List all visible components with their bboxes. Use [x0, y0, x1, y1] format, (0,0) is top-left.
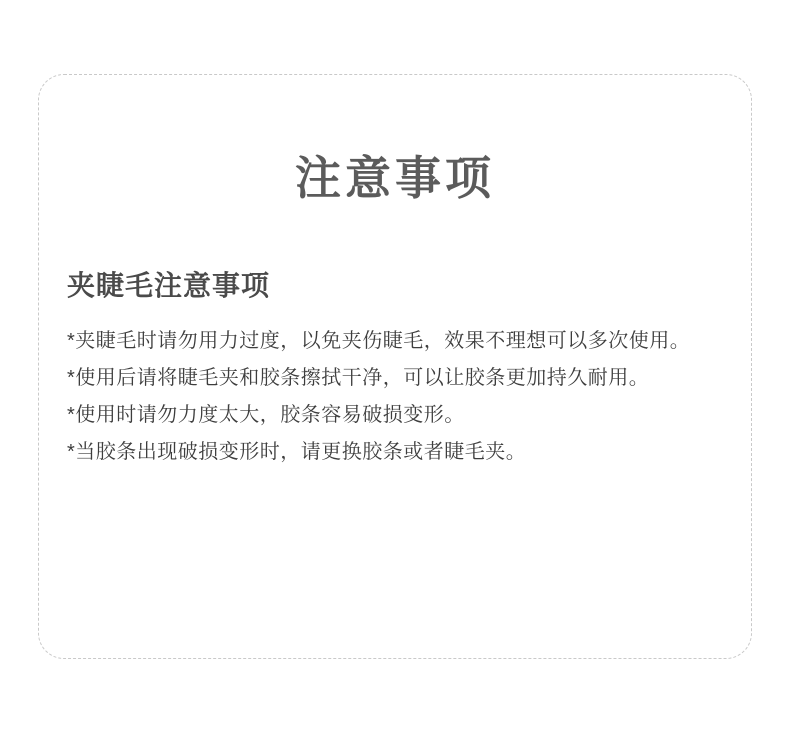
notes-list — [67, 323, 723, 471]
list-item: *夹睫毛时请勿用力过度，以免夹伤睫毛，效果不理想可以多次使用。 — [67, 329, 691, 352]
notice-card — [38, 74, 752, 659]
notice-section — [39, 268, 751, 470]
section-heading: 夹睫毛注意事项 — [67, 270, 271, 302]
list-item: *使用后请将睫毛夹和胶条擦拭干净，可以让胶条更加持久耐用。 — [67, 366, 650, 389]
page-title: 注意事项 — [295, 152, 495, 204]
list-item: *当胶条出现破损变形时，请更换胶条或者睫毛夹。 — [67, 440, 527, 463]
list-item: *使用时请勿力度太大，胶条容易破损变形。 — [67, 403, 465, 426]
